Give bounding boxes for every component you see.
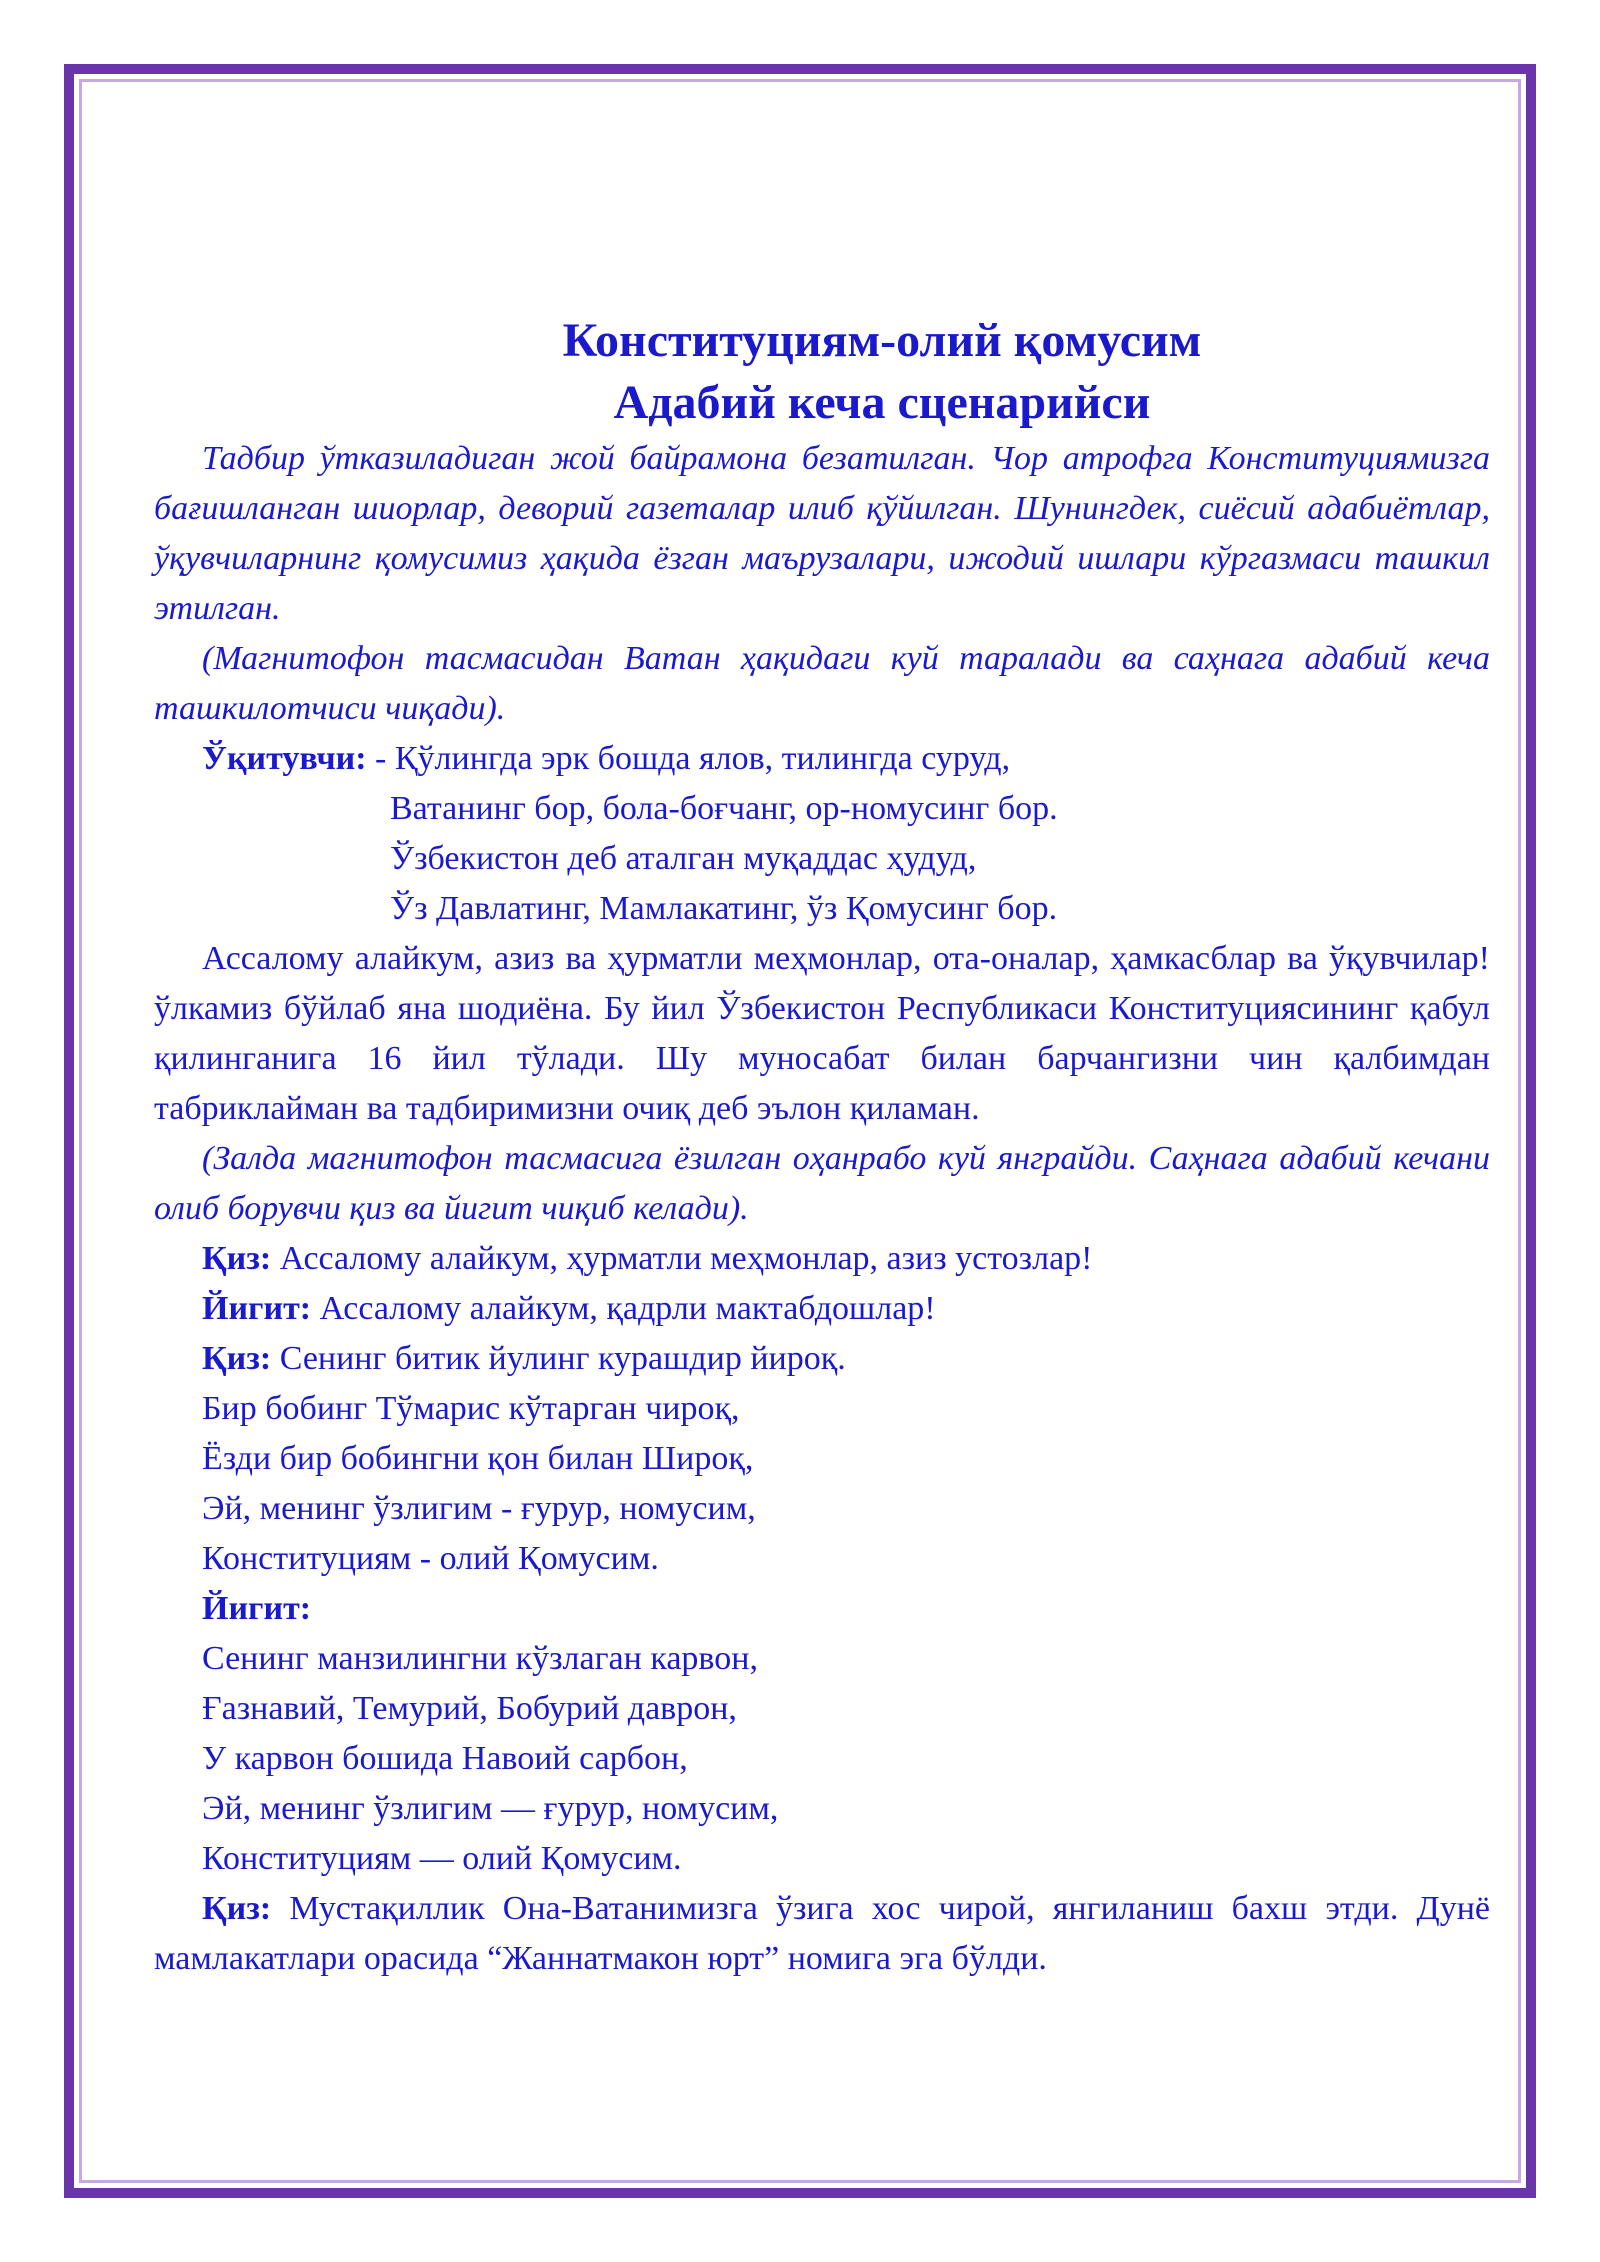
- speaker-girl: Қиз:: [202, 1890, 272, 1927]
- verse-text: - Қўлингда эрк бошда ялов, тилингда суруд,: [366, 740, 1011, 777]
- verse-line: Конституциям — олий Қомусим.: [202, 1840, 682, 1877]
- stage-direction-2: (Залда магнитофон тасмасига ёзилган оҳанрабо куй янграйди. Саҳнага адабий кечани олиб борувчи қиз ва йигит чиқиб келади).: [154, 1140, 1490, 1227]
- dialog-girl-2: [154, 1334, 1490, 1384]
- verse-line: Ёзди бир бобингни қон билан Широқ,: [202, 1440, 754, 1477]
- verse-line: Сенинг манзилингни кўзлаган карвон,: [202, 1640, 758, 1677]
- teacher-line-4: Ўз Давлатинг, Мамлакатинг, ўз Қомусинг бор.: [390, 890, 1058, 927]
- dialog-girl-final: [154, 1884, 1490, 1984]
- teacher-line-3: Ўзбекистон деб аталган муқаддас ҳудуд,: [390, 840, 977, 877]
- speaker-girl: Қиз:: [202, 1240, 272, 1277]
- speaker-boy-heading: Йигит:: [202, 1590, 312, 1627]
- verse-line: Ғазнавий, Темурий, Бобурий даврон,: [202, 1690, 737, 1727]
- speaker-teacher: Ўқитувчи:: [202, 740, 367, 777]
- verse-line: Эй, менинг ўзлигим - ғурур, номусим,: [202, 1490, 756, 1527]
- verse-line: Бир бобинг Тўмарис кўтарган чироқ,: [202, 1390, 740, 1427]
- title-line-2: Адабий кеча сценарийси: [613, 376, 1151, 429]
- speaker-boy: Йигит:: [202, 1290, 312, 1327]
- teacher-line-2: Ватанинг бор, бола-боғчанг, ор-номусинг бор.: [390, 790, 1058, 827]
- dialog-boy-1: [154, 1284, 1490, 1334]
- dialog-text: Ассалому алайкум, қадрли мактабдошлар!: [311, 1290, 936, 1327]
- dialog-text: Мустақиллик Она-Ватанимизга ўзига хос чирой, янгиланиш бахш этди. Дунё мамлакатлари орасида “Жаннатмакон юрт” номига эга бўлди.: [154, 1890, 1490, 1977]
- title-line-1: Конституциям-олий қомусим: [562, 314, 1202, 367]
- verse-line: Эй, менинг ўзлигим — ғурур, номусим,: [202, 1790, 779, 1827]
- verse-line: Конституциям - олий Қомусим.: [202, 1540, 659, 1577]
- greeting-paragraph: Ассалому алайкум, азиз ва ҳурматли меҳмонлар, ота-оналар, ҳамкасблар ва ўқувчилар! ўлкамиз бўйлаб яна шодиёна. Бу йил Ўзбекистон Республикаси Конституциясининг қабул қилинганига 16 йил тўлади. Шу муносабат билан барчангизни чин қалбимдан табриклайман ва тадбиримизни очиқ деб эълон қиламан.: [154, 940, 1490, 1127]
- dialog-text: Ассалому алайкум, ҳурматли меҳмонлар, азиз устозлар!: [271, 1240, 1093, 1277]
- dialog-text: Сенинг битик йулинг курашдир йироқ.: [271, 1340, 846, 1377]
- teacher-line-1: [154, 734, 1490, 784]
- stage-direction-1: (Магнитофон тасмасидан Ватан ҳақидаги куй таралади ва саҳнага адабий кеча ташкилотчиси чиқади).: [154, 640, 1490, 727]
- document-body: [154, 310, 1490, 1984]
- speaker-girl: Қиз:: [202, 1340, 272, 1377]
- dialog-girl-1: [154, 1234, 1490, 1284]
- verse-line: У карвон бошида Навоий сарбон,: [202, 1740, 688, 1777]
- intro-paragraph: Тадбир ўтказиладиган жой байрамона безатилган. Чор атрофга Конституциямизга бағишланган шиорлар, деворий газеталар илиб қўйилган. Шунингдек, сиёсий адабиётлар, ўқувчиларнинг қомусимиз ҳақида ёзган маърузалари, ижодий ишлари кўргазмаси ташкил этилган.: [154, 440, 1490, 627]
